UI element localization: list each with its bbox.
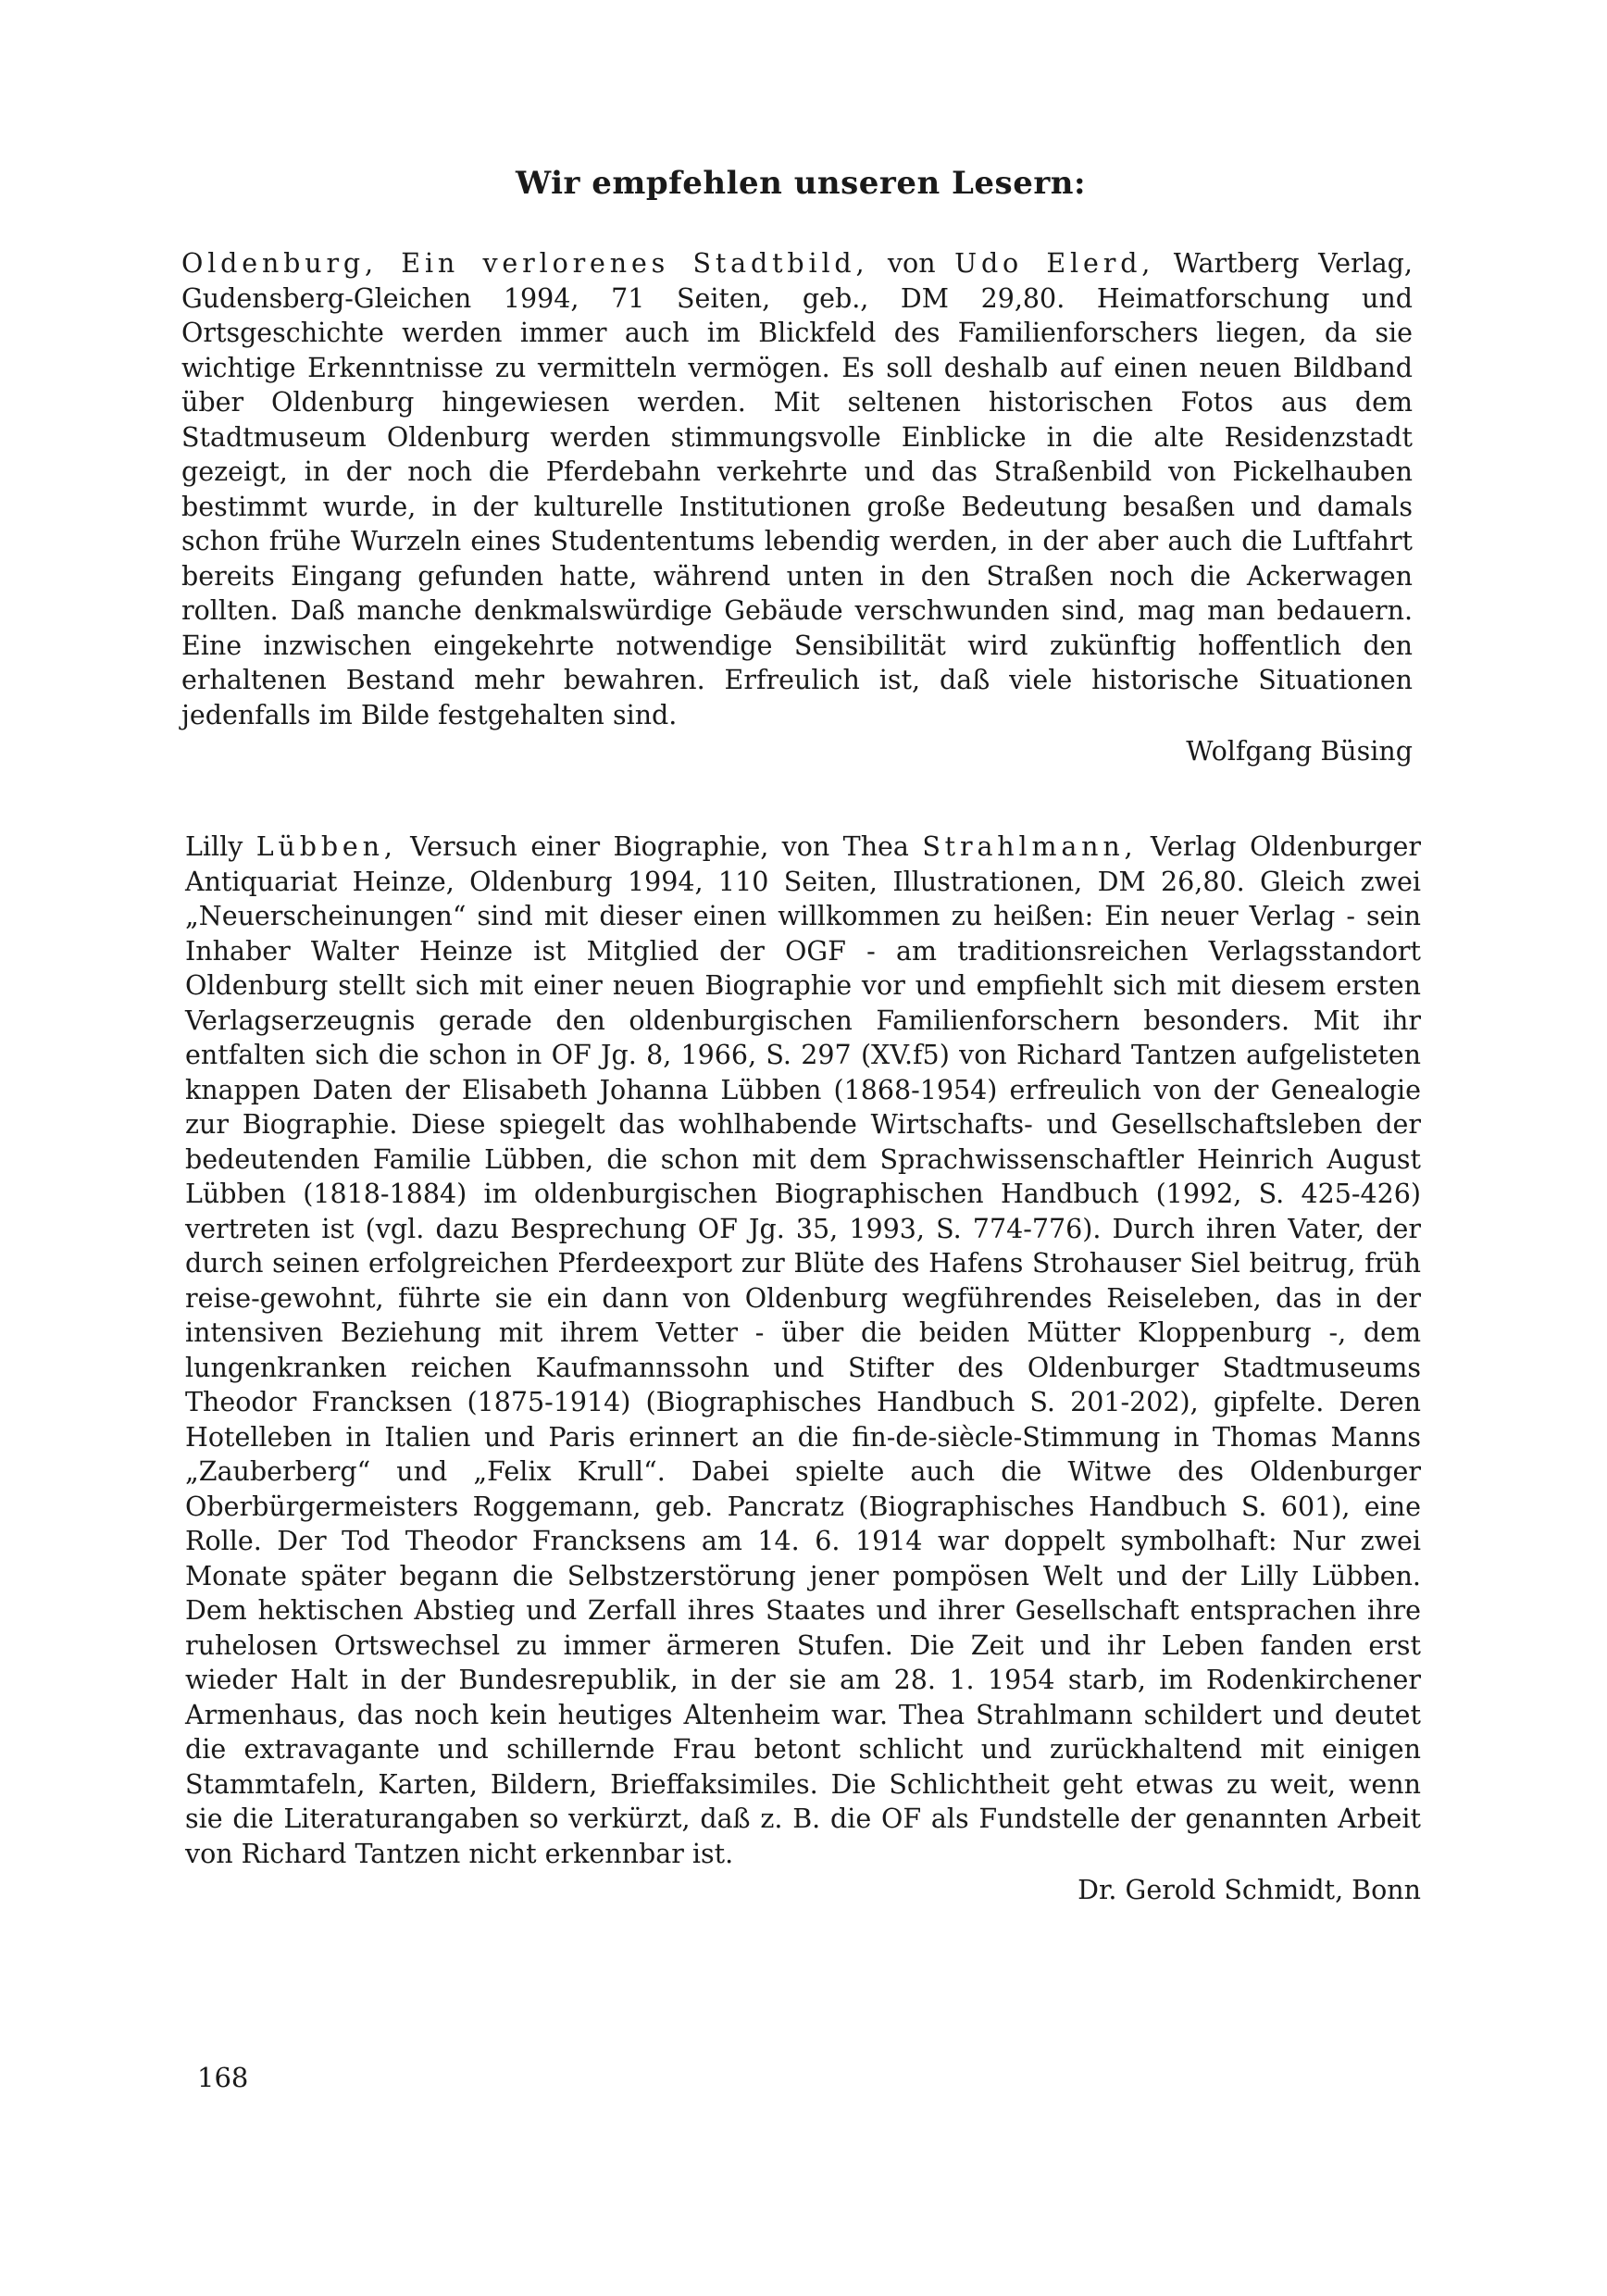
review-text: Wartberg Verlag, Gudensberg-Gleichen 1994, 71 Seiten, geb., DM 29,80. Heimatforschung und Ortsgeschichte werden immer auch im Blickfeld des Familienforschers liegen, da sie wichtige Erkenntnisse zu vermitteln vermögen. Es soll deshalb auf einen neuen Bildband über Oldenburg hingewiesen werden. Mit seltenen historischen Fotos aus dem Stadtmuseum Oldenburg werden stimmungsvolle Einblicke in die alte Residenzstadt gezeigt, in der noch die Pferdebahn verkehrte und das Straßenbild von Pickelhauben bestimmt wurde, in der kulturelle Institutionen große Bedeutung besaßen und damals schon frühe Wurzeln eines Studententums lebendig werden, in der aber auch die Luftfahrt bereits Eingang gefunden hatte, während unten in den Straßen noch die Ackerwagen rollten. Daß manche denkmalswürdige Gebäude verschwunden sind, mag man bedauern. Eine inzwischen eingekehrte notwendige Sensibilität wird zukünftig hoffentlich den erhaltenen Bestand mehr bewahren. Erfreulich ist, daß viele historische Situationen jedenfalls im Bilde festgehalten sind. [181,248,1413,730]
page-title: Wir empfehlen unseren Lesern: [515,165,1087,202]
reviewer-signature: Dr. Gerold Schmidt, Bonn [1078,1875,1421,1905]
review-body [185,830,1421,1871]
book-title-spaced: Lübben, [255,831,397,862]
book-author: Strahlmann, [922,831,1138,862]
book-title: Oldenburg, Ein verlorenes Stadtbild, [181,248,869,279]
review-body [181,246,1413,732]
review-text: Verlag Oldenburger Antiquariat Heinze, Oldenburg 1994, 110 Seiten, Illustrationen, DM 26,80. Gleich zwei „Neuerscheinungen“ sind mit dieser einen willkommen zu heißen: Ein neuer Verlag - sein Inhaber Walter Heinze ist Mitglied der OGF - am traditionsreichen Verlagsstandort Oldenburg stellt sich mit einer neuen Biographie vor und empfiehlt sich mit diesem ersten Verlagserzeugnis gerade den oldenburgischen Familienforschern besonders. Mit ihr entfalten sich die schon in OF Jg. 8, 1966, S. 297 (XV.f5) von Richard Tantzen aufgelisteten knappen Daten der Elisabeth Johanna Lübben (1868-1954) erfreulich von der Genealogie zur Biographie. Diese spiegelt das wohlhabende Wirtschafts- und Gesellschaftsleben der bedeutenden Familie Lübben, die schon mit dem Sprachwissenschaftler Heinrich August Lübben (1818-1884) im oldenburgischen Biographischen Handbuch (1992, S. 425-426) vertreten ist (vgl. dazu Besprechung OF Jg. 35, 1993, S. 774-776). Durch ihren Vater, der durch seinen erfolgreichen Pferdeexport zur Blüte des Hafens Strohauser Siel beitrug, früh reise-gewohnt, führte sie ein dann von Oldenburg wegführendes Reiseleben, das in der intensiven Beziehung mit ihrem Vetter - über die beiden Mütter Kloppenburg -, dem lungenkranken reichen Kaufmannssohn und Stifter des Oldenburger Stadtmuseums Theodor Francksen (1875-1914) (Biographisches Handbuch S. 201-202), gipfelte. Deren Hotelleben in Italien und Paris erinnert an die fin-de-siècle-Stimmung in Thomas Manns „Zauberberg“ und „Felix Krull“. Dabei spielte auch die Witwe des Oldenburger Oberbürgermeisters Roggemann, geb. Pancratz (Biographisches Handbuch S. 601), eine Rolle. Der Tod Theodor Francksens am 14. 6. 1914 war doppelt symbolhaft: Nur zwei Monate später begann die Selbstzerstörung jener pompösen Welt und der Lilly Lübben. Dem hektischen Abstieg und Zerfall ihres Staates und ihrer Gesellschaft entsprachen ihre ruhelosen Ortswechsel zu immer ärmeren Stufen. Die Zeit und ihr Leben fanden erst wieder Halt in der Bundesrepublik, in der sie am 28. 1. 1954 starb, im Rodenkirchener Armenhaus, das noch kein heutiges Altenheim war. Thea Strahlmann schildert und deutet die extravagante und schillernde Frau betont schlicht und zurückhaltend mit einigen Stammtafeln, Karten, Bildern, Brieffaksimiles. Die Schlichtheit geht etwas zu weit, wenn sie die Literaturangaben so verkürzt, daß z. B. die OF als Fundstelle der genannten Arbeit von Richard Tantzen nicht erkennbar ist. [185,831,1421,1869]
book-author: Udo Elerd, [954,248,1155,279]
page-number: 168 [197,2062,249,2093]
review-oldenburg [181,246,1413,769]
book-title-rest: Versuch einer Biographie, von Thea [396,831,923,862]
by-text: von [868,248,955,279]
review-lilly-luebben [185,830,1421,1908]
reviewer-signature: Wolfgang Büsing [1186,736,1413,767]
book-title: Lilly [185,831,256,862]
